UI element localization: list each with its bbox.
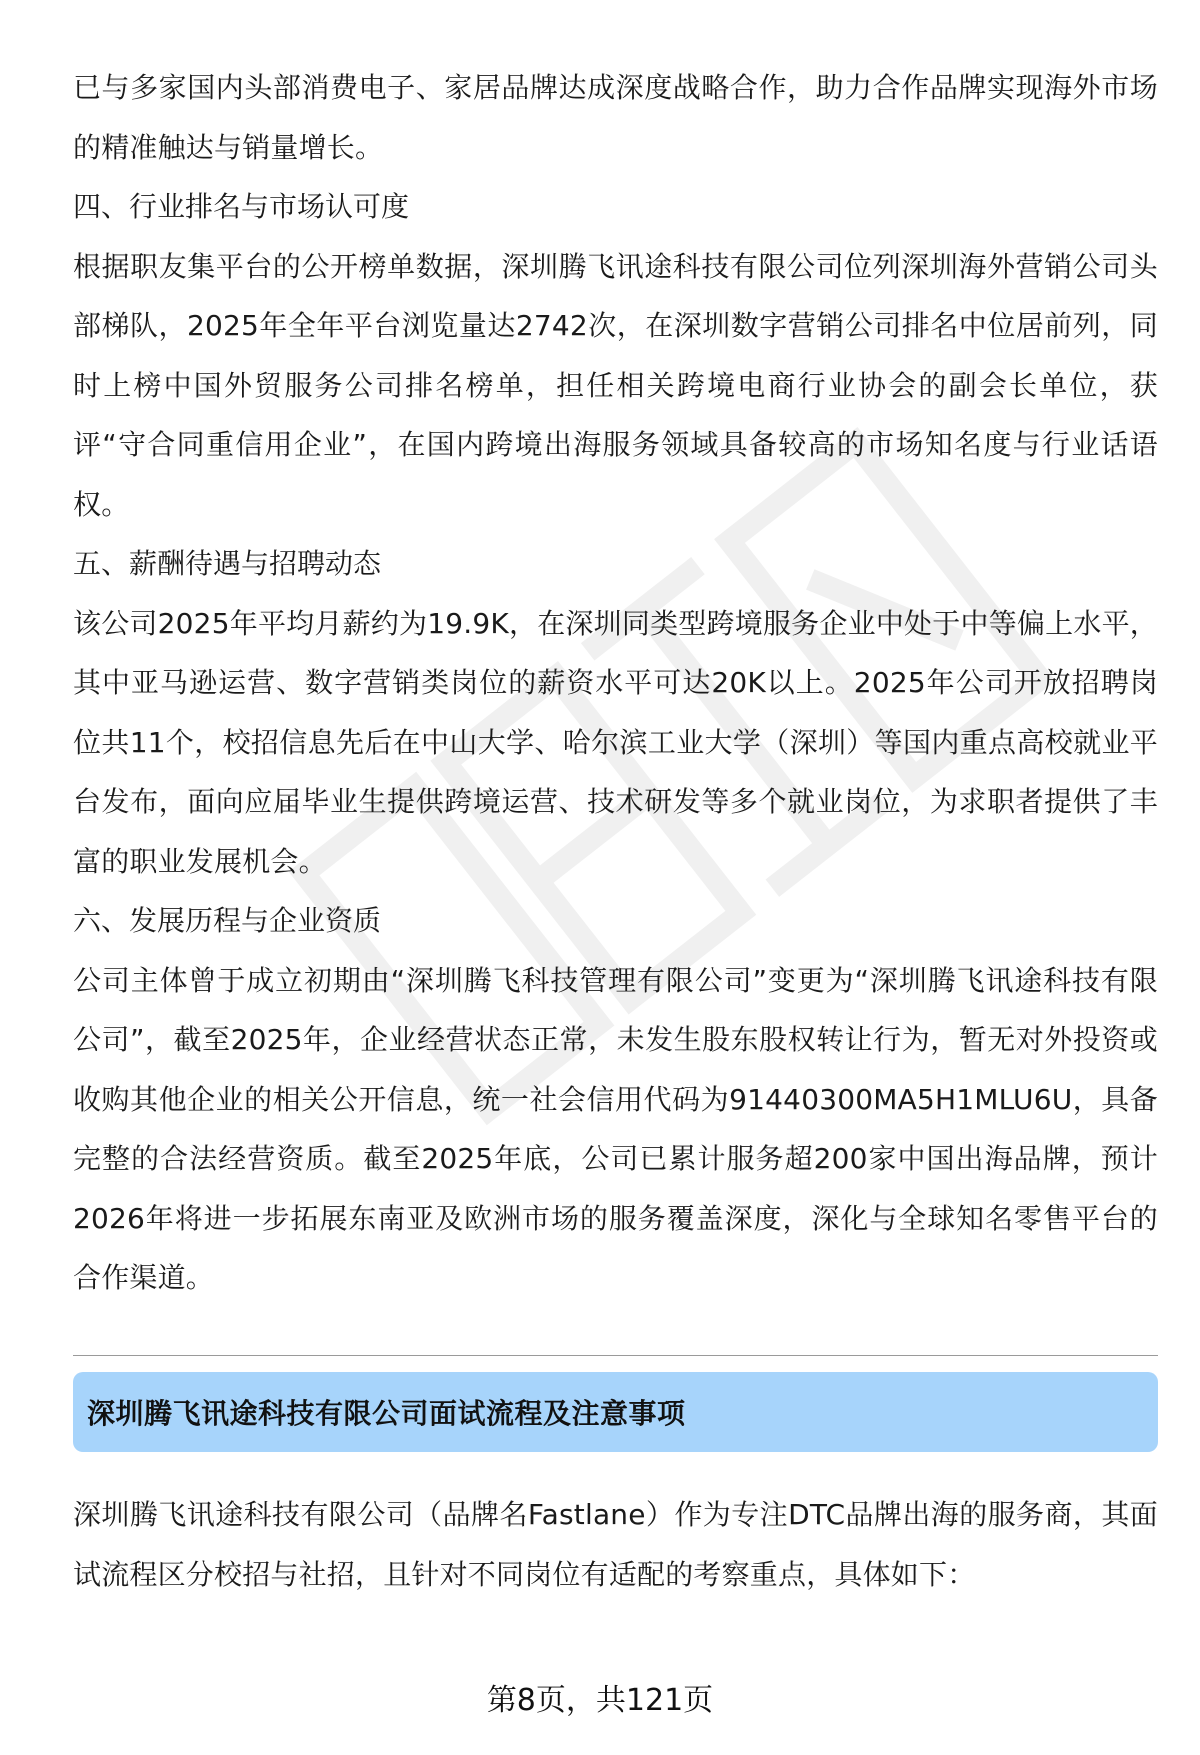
intro-paragraph: 深圳腾飞讯途科技有限公司（品牌名Fastlane）作为专注DTC品牌出海的服务商，其面试流程区分校招与社招，且针对不同岗位有适配的考察重点，具体如下： bbox=[73, 1498, 1158, 1591]
section-divider bbox=[73, 1355, 1158, 1356]
paragraph-continued: 已与多家国内头部消费电子、家居品牌达成深度战略合作，助力合作品牌实现海外市场的精准触达与销量增长。 bbox=[73, 71, 1158, 164]
page-footer: 第8页，共121页 bbox=[486, 1683, 714, 1718]
banner-title: 深圳腾飞讯途科技有限公司面试流程及注意事项 bbox=[87, 1397, 686, 1430]
section-banner bbox=[73, 1372, 1158, 1452]
paragraph-salary: 该公司2025年平均月薪约为19.9K，在深圳同类型跨境服务企业中处于中等偏上水平，其中亚马逊运营、数字营销类岗位的薪资水平可达20K以上。2025年公司开放招聘岗位共11个，校招信息先后在中山大学、哈尔滨工业大学（深圳）等国内重点高校就业平台发布，面向应届毕业生提供跨境运营、技术研发等多个就业岗位，为求职者提供了丰富的职业发展机会。 bbox=[73, 606, 1158, 878]
section-heading-5: 五、薪酬待遇与招聘动态 bbox=[73, 547, 382, 580]
paragraph-history: 公司主体曾于成立初期由“深圳腾飞科技管理有限公司”变更为“深圳腾飞讯途科技有限公司”，截至2025年，企业经营状态正常，未发生股东股权转让行为，暂无对外投资或收购其他企业的相关公开信息，统一社会信用代码为91440300MA5H1MLU6U，具备完整的合法经营资质。截至2025年底，公司已累计服务超200家中国出海品牌，预计2026年将进一步拓展东南亚及欧洲市场的服务覆盖深度，深化与全球知名零售平台的合作渠道。 bbox=[73, 963, 1158, 1294]
section-heading-4: 四、行业排名与市场认可度 bbox=[73, 190, 410, 223]
paragraph-ranking: 根据职友集平台的公开榜单数据，深圳腾飞讯途科技有限公司位列深圳海外营销公司头部梯队，2025年全年平台浏览量达2742次，在深圳数字营销公司排名中位居前列，同时上榜中国外贸服务公司排名榜单，担任相关跨境电商行业协会的副会长单位，获评“守合同重信用企业”，在国内跨境出海服务领域具备较高的市场知名度与行业话语权。 bbox=[73, 249, 1158, 521]
document-body bbox=[73, 58, 1158, 1308]
intro-block bbox=[73, 1485, 1158, 1604]
section-heading-6: 六、发展历程与企业资质 bbox=[73, 904, 382, 937]
